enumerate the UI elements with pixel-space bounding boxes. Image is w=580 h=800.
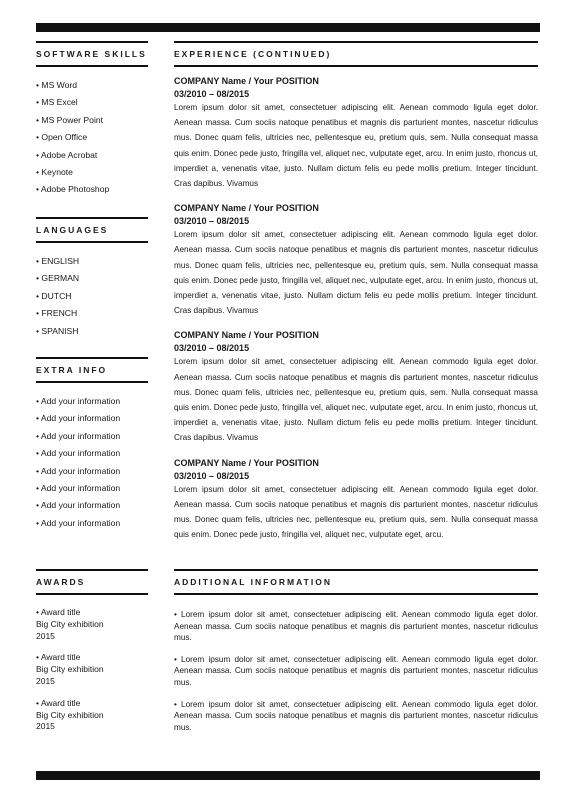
award-title: • Award title	[36, 652, 81, 663]
software-skills-section	[36, 41, 148, 199]
job-date: 03/2010 – 08/2015	[174, 89, 250, 99]
job-description: Lorem ipsum dolor sit amet, consectetuer adipiscing elit. Aenean commodo ligula eget dolor. Aenean massa. Cum sociis natoque penatibus et magnis dis parturient montes, nascetur ridiculus mus. Donec quam felis, ultricies nec, pellentesque eu, pretium quis, sem. Nulla consequat massa quis enim. Donec pede justo, fringilla vel, aliquet nec, vulputate eget, arcu. In enim justo, rhoncus ut, imperdiet a, venenatis vitae, justo. Nullam dictum felis eu pede mollis pretium. Integer tincidunt. Cras dapibus. Vivamus	[174, 230, 538, 316]
job-description: Lorem ipsum dolor sit amet, consectetuer adipiscing elit. Aenean commodo ligula eget dolor. Aenean massa. Cum sociis natoque penatibus et magnis dis parturient montes, nascetur ridiculus mus. Donec quam felis, ultricies nec, pellentesque eu, pretium quis, sem. Nulla consequat massa quis enim. Donec pede justo, fringilla vel, aliquet nec, vulputate eget, arcu.	[174, 484, 538, 540]
list-item: • Add your information	[36, 515, 148, 532]
extra-info-section	[36, 357, 148, 532]
award-year: 2015	[36, 675, 55, 686]
list-item: • Adobe Acrobat	[36, 147, 148, 164]
award-title: • Award title	[36, 607, 81, 617]
languages-section	[36, 217, 148, 340]
software-skills-list	[36, 77, 148, 199]
job-entry	[174, 329, 538, 445]
additional-info-heading: ADDITIONAL INFORMATION	[174, 569, 538, 595]
award-item	[36, 607, 148, 642]
award-place: Big City exhibition	[36, 664, 104, 675]
list-item: • Add your information	[36, 463, 148, 480]
list-item: • Add your information	[36, 445, 148, 462]
experience-list	[174, 75, 538, 542]
list-item: • ENGLISH	[36, 253, 148, 270]
experience-heading: EXPERIENCE (CONTINUED)	[174, 41, 538, 67]
job-title: COMPANY Name / Your POSITION	[174, 203, 319, 214]
award-place: Big City exhibition	[36, 618, 104, 629]
list-item: • Keynote	[36, 164, 148, 181]
extra-info-list	[36, 393, 148, 532]
job-entry	[174, 75, 538, 191]
award-item	[36, 652, 148, 687]
list-item: • MS Power Point	[36, 112, 148, 129]
award-year: 2015	[36, 630, 55, 641]
additional-info-section	[174, 569, 538, 743]
job-entry	[174, 457, 538, 543]
list-item: • Add your information	[36, 410, 148, 427]
award-year: 2015	[36, 721, 55, 732]
list-item: • Add your information	[36, 480, 148, 497]
job-description: Lorem ipsum dolor sit amet, consectetuer adipiscing elit. Aenean commodo ligula eget dolor. Aenean massa. Cum sociis natoque penatibus et magnis dis parturient montes, nascetur ridiculus mus. Donec quam felis, ultricies nec, pellentesque eu, pretium quis, sem. Nulla consequat massa quis enim. Donec pede justo, fringilla vel, aliquet nec, vulputate eget, arcu. In enim justo, rhoncus ut, imperdiet a, venenatis vitae, justo. Nullam dictum felis eu pede mollis pretium. Integer tincidunt. Cras dapibus. Vivamus	[174, 103, 538, 189]
list-item: • Lorem ipsum dolor sit amet, consectetuer adipiscing elit. Aenean commodo ligula eget dolor. Aenean massa. Cum sociis natoque penatibus et magnis dis parturient montes, nascetur ridiculus mus.	[174, 699, 538, 732]
list-item: • MS Excel	[36, 94, 148, 111]
list-item: • Add your information	[36, 497, 148, 514]
job-title: COMPANY Name / Your POSITION	[174, 330, 319, 341]
bottom-rule	[36, 771, 540, 780]
software-skills-heading: SOFTWARE SKILLS	[36, 41, 148, 67]
list-item: • GERMAN	[36, 270, 148, 287]
top-rule	[36, 23, 540, 32]
job-date: 03/2010 – 08/2015	[174, 470, 250, 481]
languages-list	[36, 253, 148, 340]
list-item: • Lorem ipsum dolor sit amet, consectetuer adipiscing elit. Aenean commodo ligula eget dolor. Aenean massa. Cum sociis natoque penatibus et magnis dis parturient montes, nascetur ridiculus mus.	[174, 654, 538, 687]
experience-section	[174, 41, 538, 553]
award-title: • Award title	[36, 697, 81, 708]
awards-list	[36, 607, 148, 733]
list-item: • DUTCH	[36, 288, 148, 305]
job-description: Lorem ipsum dolor sit amet, consectetuer adipiscing elit. Aenean commodo ligula eget dolor. Aenean massa. Cum sociis natoque penatibus et magnis dis parturient montes, nascetur ridiculus mus. Donec quam felis, ultricies nec, pellentesque eu, pretium quis, sem. Nulla consequat massa quis enim. Donec pede justo, fringilla vel, aliquet nec, vulputate eget, arcu. In enim justo, rhoncus ut, imperdiet a, venenatis vitae, justo. Nullam dictum felis eu pede mollis pretium. Integer tincidunt. Cras dapibus. Vivamus	[174, 357, 538, 443]
list-item: • FRENCH	[36, 305, 148, 322]
job-date: 03/2010 – 08/2015	[174, 216, 250, 227]
award-place: Big City exhibition	[36, 709, 104, 720]
list-item: • MS Word	[36, 77, 148, 94]
list-item: • Adobe Photoshop	[36, 181, 148, 198]
list-item: • Add your information	[36, 428, 148, 445]
job-date: 03/2010 – 08/2015	[174, 343, 250, 354]
languages-heading: LANGUAGES	[36, 217, 148, 243]
list-item: • SPANISH	[36, 323, 148, 340]
job-title: COMPANY Name / Your POSITION	[174, 76, 319, 86]
award-item	[36, 698, 148, 733]
awards-heading: AWARDS	[36, 569, 148, 595]
list-item: • Lorem ipsum dolor sit amet, consectetuer adipiscing elit. Aenean commodo ligula eget dolor. Aenean massa. Cum sociis natoque penatibus et magnis dis parturient montes, nascetur ridiculus mus.	[174, 610, 538, 643]
job-entry	[174, 202, 538, 318]
list-item: • Add your information	[36, 393, 148, 410]
job-title: COMPANY Name / Your POSITION	[174, 457, 319, 468]
awards-section	[36, 569, 148, 743]
additional-info-list	[174, 609, 538, 733]
list-item: • Open Office	[36, 129, 148, 146]
extra-info-heading: EXTRA INFO	[36, 357, 148, 383]
